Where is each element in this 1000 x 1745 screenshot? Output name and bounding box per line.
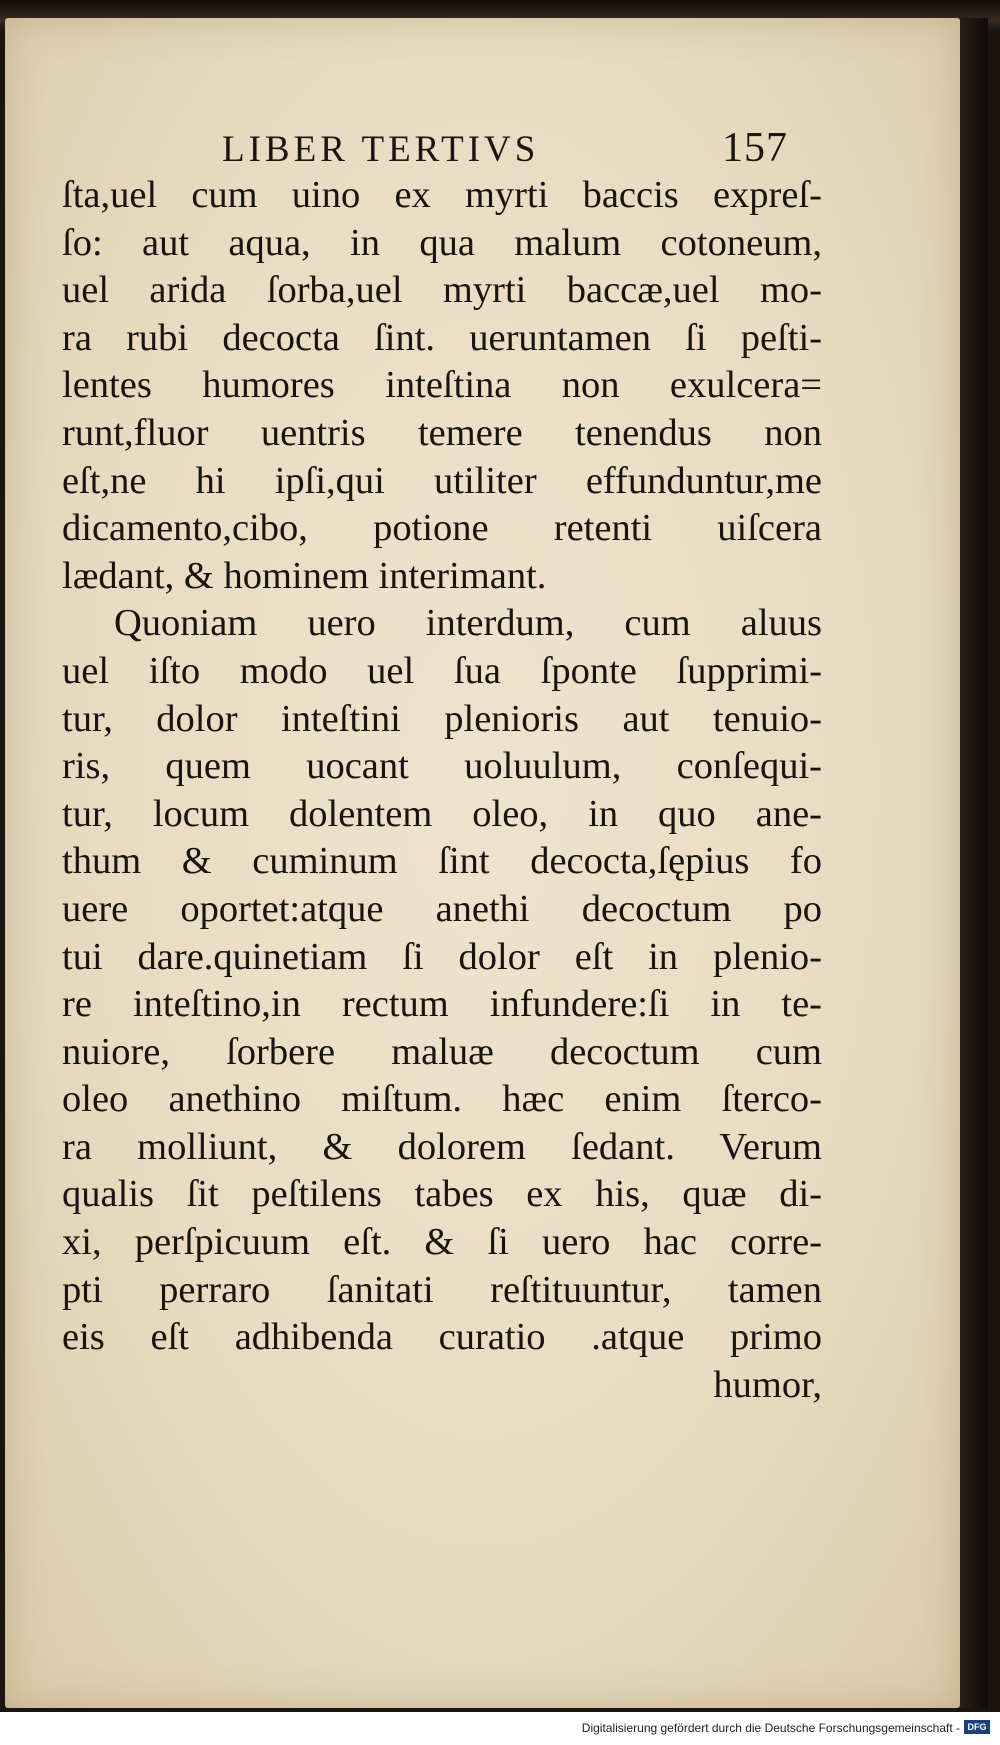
text-line: re inteſtino,in rectum infundere:ſi in te- bbox=[62, 983, 822, 1026]
footer-credit: Digitalisierung gefördert durch die Deutsche Forschungsgemeinschaft - bbox=[581, 1721, 960, 1735]
text-line: dicamento,cibo, potione retenti uiſcera bbox=[62, 507, 822, 550]
text-line: tur, locum dolentem oleo, in quo ane- bbox=[62, 792, 822, 835]
running-title: LIBER TERTIVS bbox=[222, 129, 540, 170]
folio-number: 157 bbox=[722, 125, 788, 171]
text-line: uere oportet:atque anethi decoctum po bbox=[62, 887, 822, 930]
text-line: ris, quem uocant uoluulum, conſequi- bbox=[62, 745, 822, 788]
text-line: uel iſto modo uel ſua ſponte ſupprimi- bbox=[62, 649, 822, 692]
text-line: ſta,uel cum uino ex myrti baccis expreſ- bbox=[62, 174, 822, 216]
text-line: lentes humores inteſtina non exulcera= bbox=[62, 364, 822, 407]
text-line: lædant, & hominem interimant. bbox=[62, 554, 547, 597]
text-line: tui dare.quinetiam ſi dolor eſt in plenio- bbox=[62, 935, 822, 978]
text-line: ra rubi decocta ſint. ueruntamen ſi peſti- bbox=[62, 316, 822, 359]
text-line: ra molliunt, & dolorem ſedant. Verum bbox=[62, 1125, 822, 1168]
digitization-footer bbox=[0, 1712, 1000, 1745]
text-line: eſt,ne hi ipſi,qui utiliter effunduntur,me bbox=[62, 459, 822, 502]
text-line: thum & cuminum ſint decocta,ſępius fo bbox=[62, 840, 822, 883]
text-line: uel arida ſorba,uel myrti baccæ,uel mo- bbox=[62, 269, 822, 312]
text-line: runt,fluor uentris temere tenendus non bbox=[62, 411, 822, 454]
dfg-logo: DFG bbox=[964, 1720, 990, 1734]
catchword: humor, bbox=[713, 1363, 822, 1406]
page-header bbox=[222, 125, 822, 172]
text-line: eis eſt adhibenda curatio .atque primo bbox=[62, 1316, 822, 1359]
text-line: nuiore, ſorbere maluæ decoctum cum bbox=[62, 1030, 822, 1073]
page-edge bbox=[960, 18, 988, 1708]
text-line: xi, perſpicuum eſt. & ſi uero hac corre- bbox=[62, 1221, 822, 1264]
text-line: qualis ſit peſtilens tabes ex his, quæ di- bbox=[62, 1173, 822, 1216]
text-line: tur, dolor inteſtini plenioris aut tenuio- bbox=[62, 697, 822, 740]
text-line: Quoniam uero interdum, cum aluus bbox=[114, 602, 822, 645]
text-line: oleo anethino miſtum. hæc enim ſterco- bbox=[62, 1078, 822, 1121]
text-line: pti perraro ſanitati reſtituuntur, tamen bbox=[62, 1268, 822, 1311]
text-block bbox=[62, 172, 822, 1409]
text-line: ſo: aut aqua, in qua malum cotoneum, bbox=[62, 221, 822, 264]
